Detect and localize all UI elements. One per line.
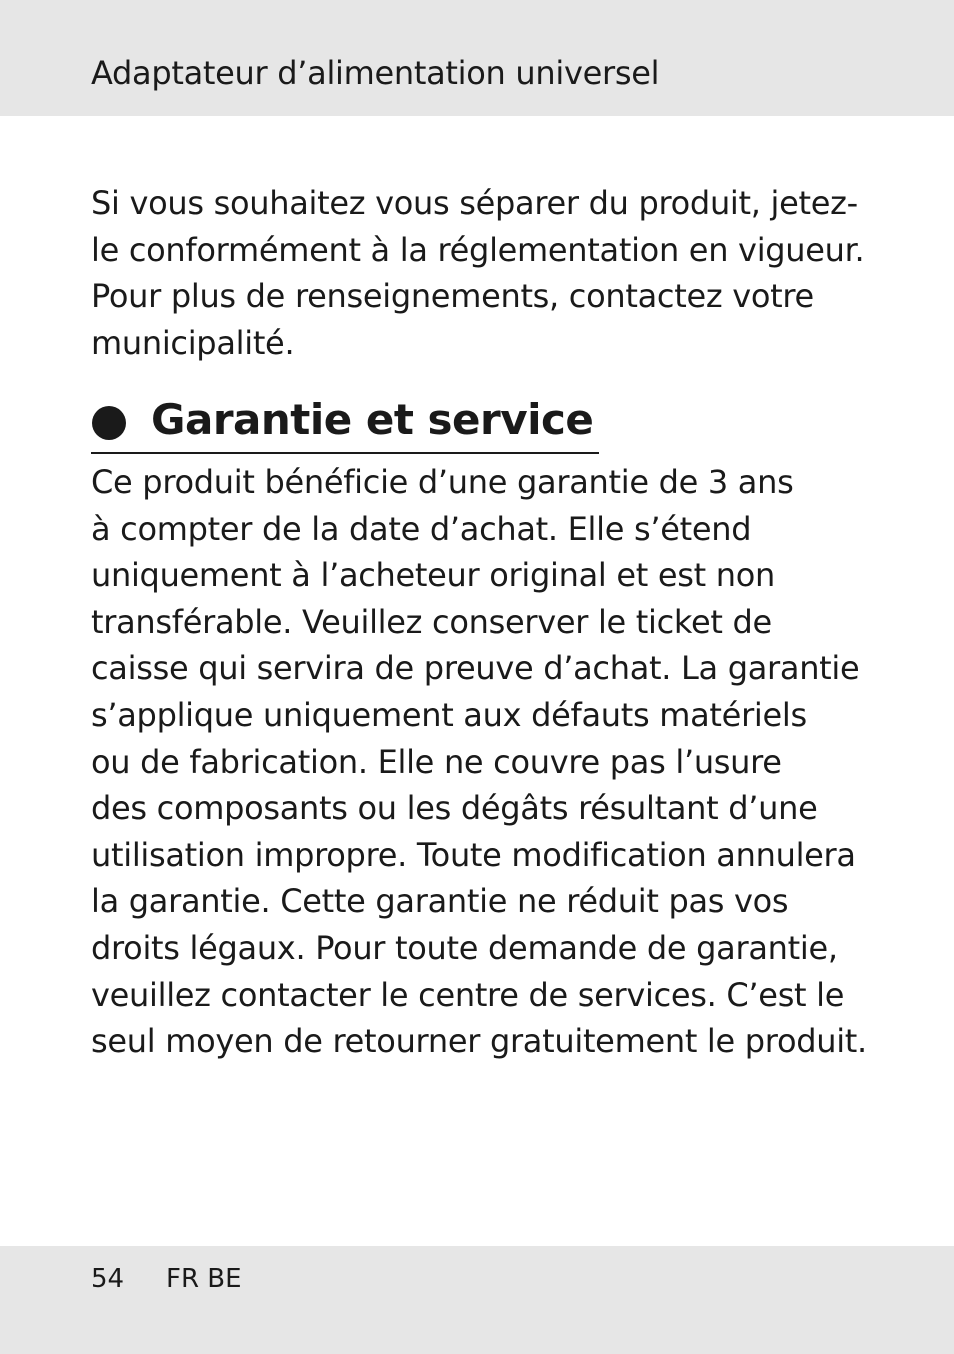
disposal-paragraph <box>91 180 881 366</box>
footer-band <box>0 1246 954 1354</box>
paragraph-line: utilisation impropre. Toute modification annulera <box>91 835 856 874</box>
paragraph-line: Ce produit bénéficie d’une garantie de 3 ans <box>91 463 794 501</box>
section-title: Garantie et service <box>151 395 594 444</box>
page-number: 54 <box>91 1264 125 1294</box>
paragraph-line: le conformément à la réglementation en vigueur. <box>91 230 865 269</box>
paragraph-line: s’applique uniquement aux défauts matériels <box>91 695 807 734</box>
warranty-paragraph <box>91 459 881 1065</box>
paragraph-line: des composants ou les dégâts résultant d’une <box>91 789 818 828</box>
document-title: Adaptateur d’alimentation universel <box>91 54 660 92</box>
paragraph-line: uniquement à l’acheteur original et est non <box>91 556 775 595</box>
section-heading <box>91 386 599 454</box>
paragraph-line: transférable. Veuillez conserver le ticket de <box>91 602 772 641</box>
paragraph-line: Pour plus de renseignements, contactez votre <box>91 277 814 316</box>
paragraph-line: à compter de la date d’achat. Elle s’étend <box>91 509 752 548</box>
paragraph-line: caisse qui servira de preuve d’achat. La garantie <box>91 649 860 688</box>
paragraph-line: ou de fabrication. Elle ne couvre pas l’usure <box>91 742 782 781</box>
paragraph-line: la garantie. Cette garantie ne réduit pas vos <box>91 882 789 921</box>
paragraph-line: Si vous souhaitez vous séparer du produit, jetez- <box>91 184 858 222</box>
language-code: FR BE <box>166 1264 242 1294</box>
header-band <box>0 0 954 116</box>
bullet-icon <box>92 406 126 440</box>
paragraph-line: veuillez contacter le centre de services. C’est le <box>91 975 845 1014</box>
paragraph-line: droits légaux. Pour toute demande de garantie, <box>91 928 838 967</box>
paragraph-line: municipalité. <box>91 323 295 362</box>
paragraph-line: seul moyen de retourner gratuitement le produit. <box>91 1022 867 1061</box>
